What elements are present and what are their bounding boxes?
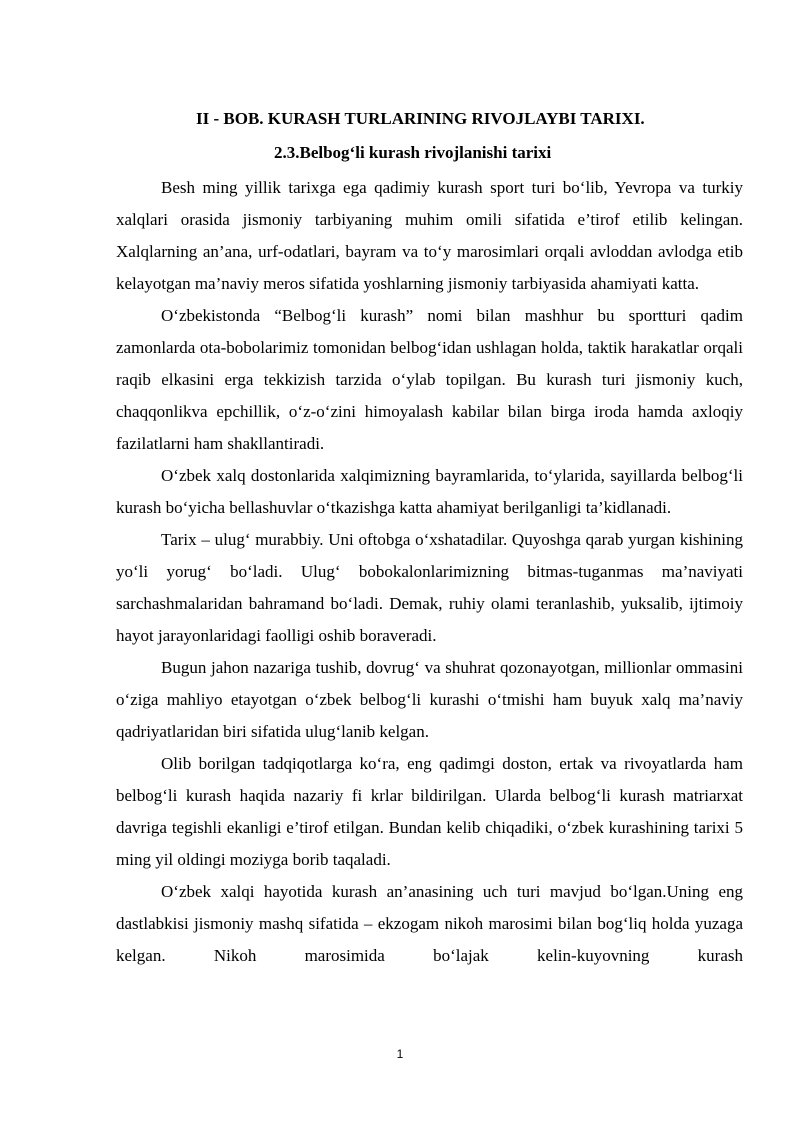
- paragraph: Bugun jahon nazariga tushib, dovrug‘ va shuhrat qozonayotgan, millionlar ommasini o‘ziga mahliyo etayotgan o‘zbek belbog‘li kurashi o‘tmishi ham buyuk xalq ma’naviy qadriyatlaridan biri sifatida ulug‘lanib kelgan.: [116, 658, 743, 741]
- page-number: 1: [396, 1047, 404, 1061]
- body-text: [116, 172, 743, 972]
- paragraph: O‘zbekistonda “Belbog‘li kurash” nomi bilan mashhur bu sportturi qadim zamonlarda ota-bobolarimiz tomonidan belbog‘idan ushlagan holda, taktik harakatlar orqali raqib elkasini erga tekkizish tarzida o‘ylab topilgan. Bu kurash turi jismoniy kuch, chaqqonlikva epchillik, o‘z-o‘zini himoyalash kabilar bilan birga iroda hamda axloqiy fazilatlarni ham shakllantiradi.: [116, 306, 743, 453]
- paragraph: O‘zbek xalqi hayotida kurash an’anasining uch turi mavjud bo‘lgan.Uning eng dastlabkisi jismoniy mashq sifatida – ekzogam nikoh marosimi bilan bog‘liq holda yuzaga kelgan. Nikoh marosimida bo‘lajak kelin-kuyovning kurash: [116, 882, 743, 965]
- chapter-title: II - BOB. KURASH TURLARINING RIVOJLAYBI TARIXI.: [196, 109, 645, 128]
- paragraph: Olib borilgan tadqiqotlarga ko‘ra, eng qadimgi doston, ertak va rivoyatlarda ham belbog‘li kurash haqida nazariy fi krlar bildirilgan. Ularda belbog‘li kurash matriarxat davriga tegishli ekanligi e’tirof etilgan. Bundan kelib chiqadiki, o‘zbek kurashining tarixi 5 ming yil oldingi moziyga borib taqaladi.: [116, 754, 743, 869]
- paragraph: Tarix – ulug‘ murabbiy. Uni oftobga o‘xshatadilar. Quyoshga qarab yurgan kishining yo‘li yorug‘ bo‘ladi. Ulug‘ bobokalonlarimizning bitmas-tuganmas ma’naviyati sarchashmalaridan bahramand bo‘ladi. Demak, ruhiy olami teranlashib, yuksalib, ijtimoiy hayot jarayonlaridagi faolligi oshib boraveradi.: [116, 530, 743, 645]
- section-title: 2.3.Belbog‘li kurash rivojlanishi tarixi: [274, 143, 552, 162]
- paragraph: Besh ming yillik tarixga ega qadimiy kurash sport turi bo‘lib, Yevropa va turkiy xalqlari orasida jismoniy tarbiyaning muhim omili sifatida e’tirof etilib kelingan. Xalqlarning an’ana, urf-odatlari, bayram va to‘y marosimlari orqali avloddan avlodga etib kelayotgan ma’naviy meros sifatida yoshlarning jismoniy tarbiyasida ahamiyati katta.: [116, 178, 743, 293]
- paragraph: O‘zbek xalq dostonlarida xalqimizning bayramlarida, to‘ylarida, sayillarda belbog‘li kurash bo‘yicha bellashuvlar o‘tkazishga katta ahamiyat berilganligi ta’kidlanadi.: [116, 466, 743, 517]
